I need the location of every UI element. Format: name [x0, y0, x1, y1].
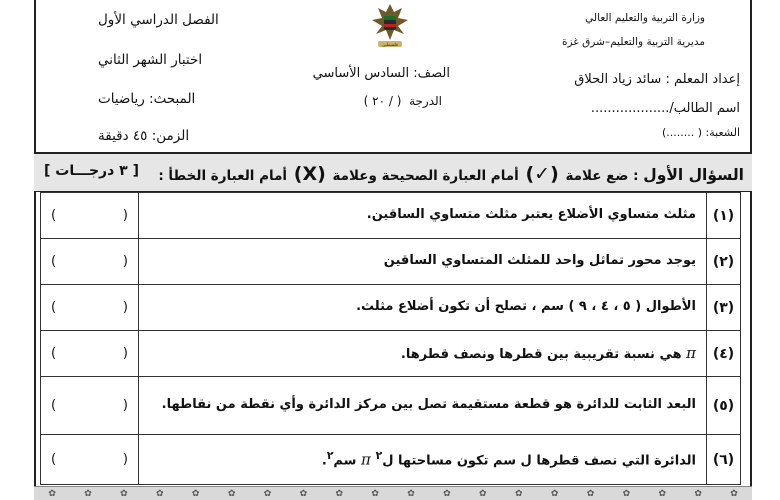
flower-icon: ✿	[191, 488, 200, 499]
item-text: مثلث متساوي الأضلاع يعتبر مثلث متساوي الساقين.	[139, 193, 707, 239]
flower-icon: ✿	[227, 488, 236, 499]
emblem-caption: فلسطين	[381, 43, 399, 48]
item-number: (٢)	[707, 239, 741, 285]
table-row	[41, 331, 741, 377]
table-row	[41, 239, 741, 285]
flower-icon: ✿	[479, 488, 487, 499]
pi-symbol: π	[686, 343, 696, 362]
flower-icon: ✿	[514, 488, 523, 499]
question-title: السؤال الأول	[643, 166, 744, 184]
item-number: (٥)	[707, 377, 741, 435]
answer-cell[interactable]: ( )	[41, 331, 139, 377]
flower-icon: ✿	[443, 488, 451, 499]
flower-icon: ✿	[407, 488, 415, 499]
instruction-part-b: أمام العبارة الصحيحة وعلامة	[332, 168, 519, 184]
item-text: الأطوال ( ٥ ، ٤ ، ٩ ) سم ، تصلح أن تكون أضلاع مثلث.	[139, 285, 707, 331]
flower-icon: ✿	[84, 488, 92, 499]
exam-time: الزمن: ٤٥ دقيقة	[98, 128, 190, 144]
subject: المبحث: رياضيات	[98, 91, 196, 107]
flower-icon: ✿	[586, 488, 595, 499]
answer-cell[interactable]: ( )	[41, 435, 139, 485]
semester: الفصل الدراسي الأول	[98, 12, 219, 28]
exam-title: اختبار الشهر الثاني	[98, 52, 203, 68]
student-name-field[interactable]: اسم الطالب/...................	[590, 101, 740, 116]
teacher-name: إعداد المعلم : سائد زياد الحلاق	[574, 72, 740, 87]
pi-symbol: π	[360, 450, 376, 469]
item-text: π هي نسبة تقريبية بين قطرها ونصف قطرها.	[139, 331, 707, 377]
item-text: الدائرة التي نصف قطرها ل سم تكون مساحتها ل$^٢$ π سم$^٢$.	[139, 435, 707, 485]
flower-icon: ✿	[156, 488, 164, 499]
footer-ornament-band	[34, 486, 752, 500]
flower-icon: ✿	[371, 488, 379, 499]
section-field[interactable]: الشعبة: ( ........)	[662, 126, 740, 139]
answer-cell[interactable]: ( )	[41, 193, 139, 239]
table-row	[41, 193, 741, 239]
flower-icon: ✿	[120, 488, 128, 499]
answer-cell[interactable]: ( )	[41, 377, 139, 435]
flower-icon: ✿	[335, 488, 344, 499]
flower-icon: ✿	[694, 488, 702, 499]
flower-icon: ✿	[658, 488, 667, 499]
answer-cell[interactable]: ( )	[41, 239, 139, 285]
flower-icon: ✿	[48, 488, 56, 499]
question-banner	[34, 152, 752, 192]
item-text: البعد الثابت للدائرة هو قطعة مستقيمة تصل بين مركز الدائرة وأي نقطة من نقاطها.	[139, 377, 707, 435]
questions-table	[40, 192, 741, 485]
check-mark-icon: (✓)	[525, 163, 559, 185]
flower-icon: ✿	[263, 488, 272, 499]
directorate-name: مديرية التربية والتعليم–شرق غزة	[561, 36, 705, 48]
score-label: الدرجة	[409, 94, 442, 108]
ministry-name: وزارة التربية والتعليم العالي	[585, 12, 705, 24]
instruction-part-a: : ضع علامة	[565, 168, 639, 184]
item-number: (٤)	[707, 331, 741, 377]
table-row	[41, 435, 741, 485]
table-row	[41, 377, 741, 435]
flower-icon: ✿	[730, 488, 738, 499]
item-number: (٦)	[707, 435, 741, 485]
score-box[interactable]	[364, 94, 442, 108]
flower-icon: ✿	[550, 488, 559, 499]
table-row	[41, 285, 741, 331]
item-text: يوجد محور تماثل واحد للمثلث المتساوي الساقين	[139, 239, 707, 285]
grade-class: الصف: السادس الأساسي	[312, 66, 450, 81]
palestine-emblem-icon	[364, 0, 416, 50]
cross-mark-icon: (X)	[293, 163, 326, 185]
question-instruction	[158, 163, 744, 185]
item-number: (١)	[707, 193, 741, 239]
score-value: ( / ٢٠ )	[363, 94, 402, 108]
flower-icon: ✿	[622, 488, 631, 499]
instruction-part-c: أمام العبارة الخطأ :	[158, 168, 288, 184]
flower-icon: ✿	[299, 488, 308, 499]
question-marks: [ ٣ درجـــات ]	[44, 163, 139, 179]
answer-cell[interactable]: ( )	[41, 285, 139, 331]
item-number: (٣)	[707, 285, 741, 331]
